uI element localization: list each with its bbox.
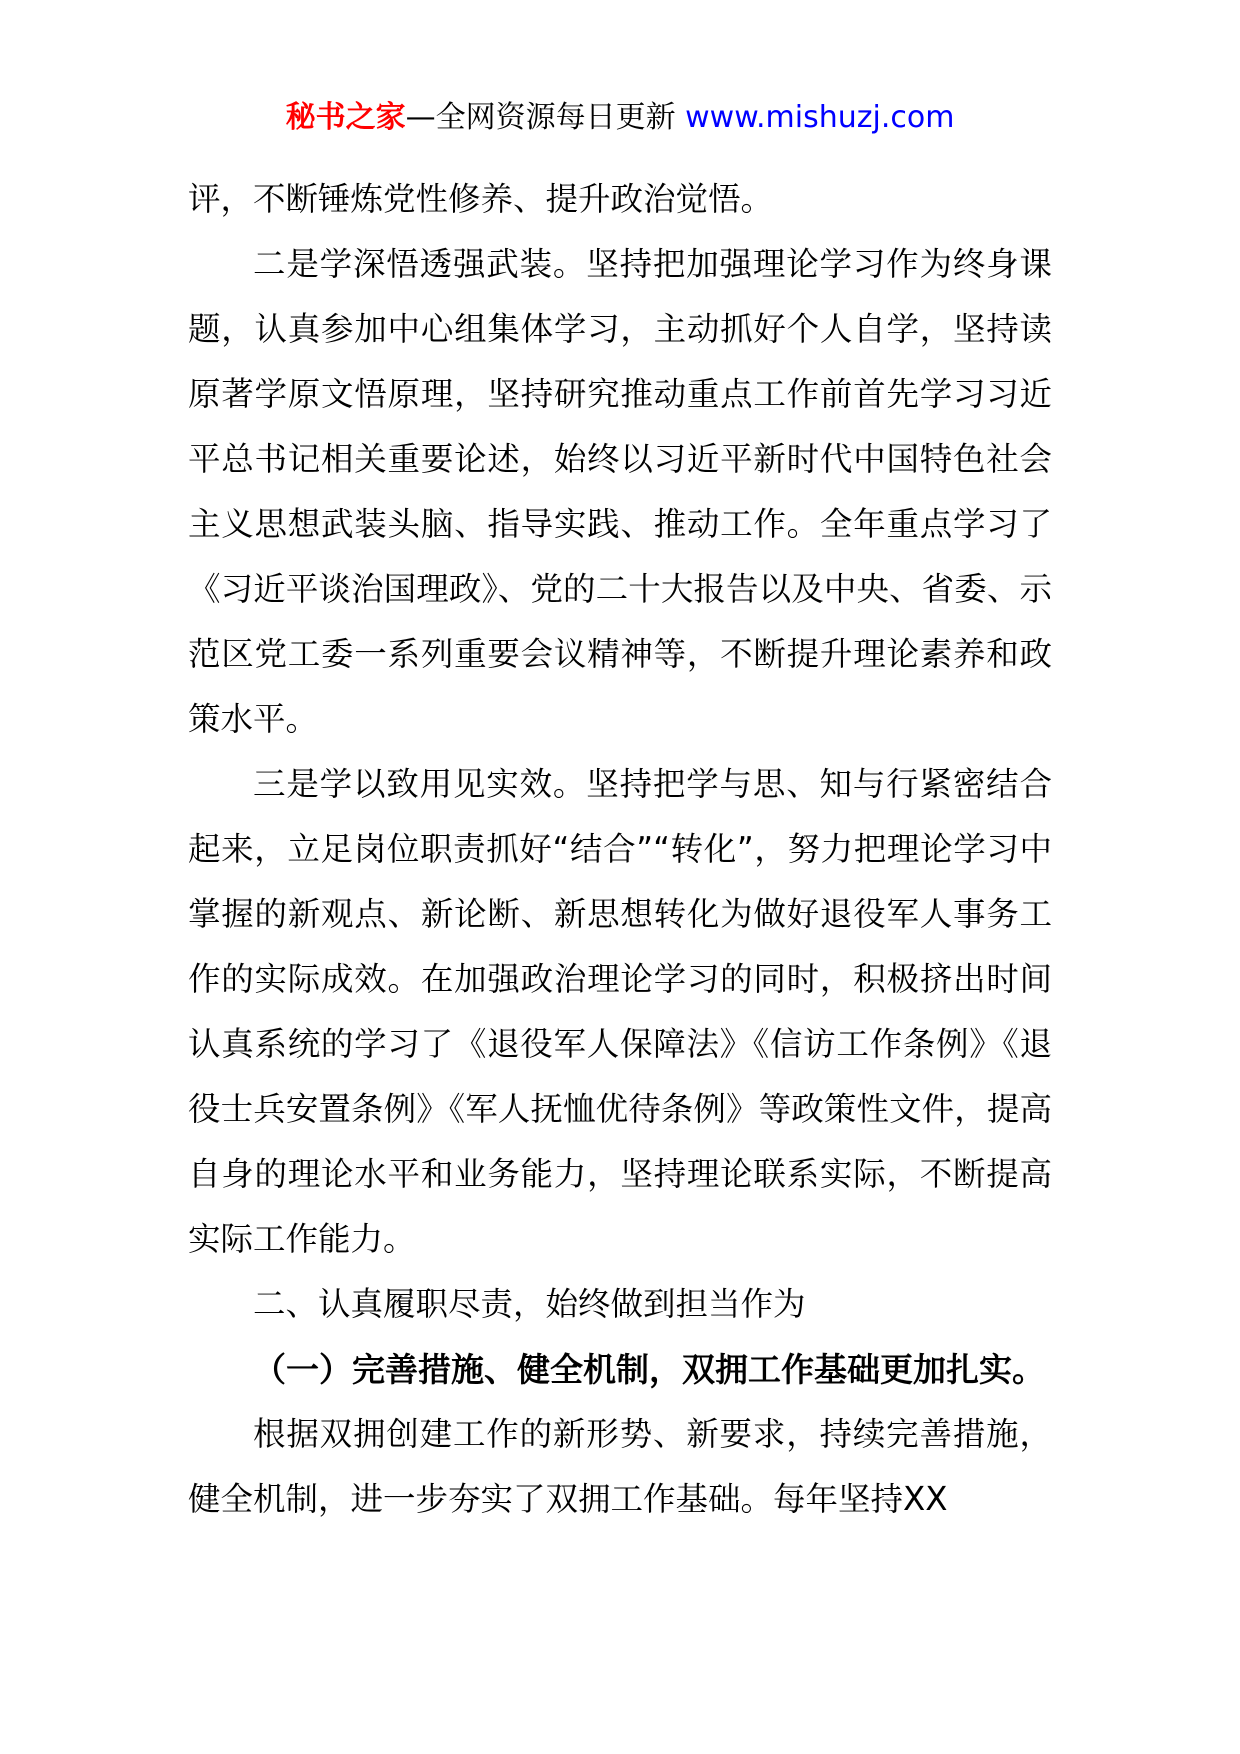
header-url[interactable]: www.mishuzj.com [685,100,955,135]
page-header [0,98,1240,138]
paragraph-apply-learning: 三是学以致用见实效。坚持把学与思、知与行紧密结合起来，立足岗位职责抓好“结合”“转化”，努力把理论学习中掌握的新观点、新论断、新思想转化为做好退役军人事务工作的实际成效。在加强政治理论学习的同时，积极挤出时间认真系统的学习了《退役军人保障法》《信访工作条例》《退役士兵安置条例》《军人抚恤优待条例》等政策性文件，提高自身的理论水平和业务能力，坚持理论联系实际，不断提高实际工作能力。 [188,765,1052,1258]
paragraph-study-theory: 二是学深悟透强武装。坚持把加强理论学习作为终身课题，认真参加中心组集体学习，主动抓好个人自学，坚持读原著学原文悟原理，坚持研究推动重点工作前首先学习习近平总书记相关重要论述，始终以习近平新时代中国特色社会主义思想武装头脑、指导实践、推动工作。全年重点学习了《习近平谈治国理政》、党的二十大报告以及中央、省委、示范区党工委一系列重要会议精神等，不断提升理论素养和政策水平。 [188,245,1052,738]
paragraph-continuation: 评，不断锤炼党性修养、提升政治觉悟。 [188,180,774,218]
brand-name: 秘书之家 [285,100,406,135]
header-slogan: —全网资源每日更新 [405,100,686,135]
document-body [188,167,1052,1532]
paragraph-double-support: 根据双拥创建工作的新形势、新要求，持续完善措施，健全机制，进一步夯实了双拥工作基础。每年坚持XX [188,1415,1052,1518]
subsection-heading: （一）完善措施、健全机制，双拥工作基础更加扎实。 [253,1350,1045,1389]
section-heading: 二、认真履职尽责，始终做到担当作为 [253,1285,806,1323]
